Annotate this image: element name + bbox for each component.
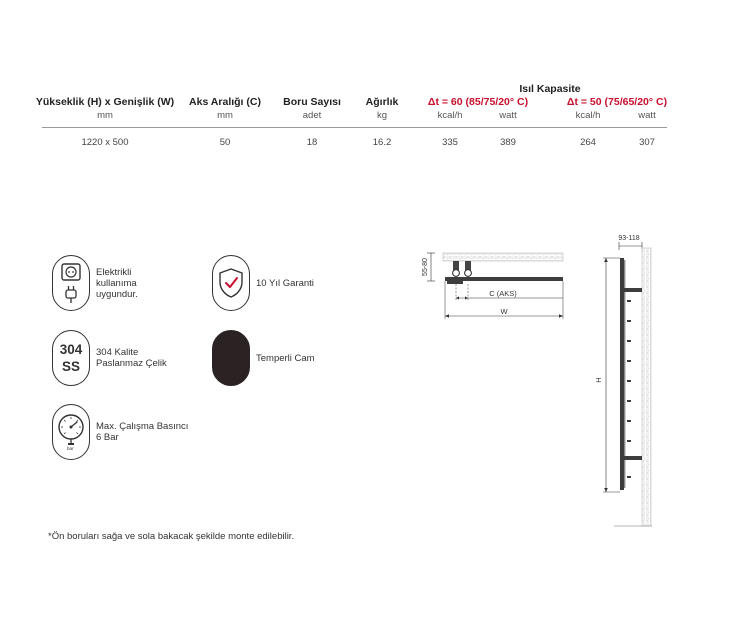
feature-electric (52, 255, 138, 311)
warranty-label: 10 Yıl Garanti (256, 277, 314, 289)
top-dim-label: 55-80 (422, 258, 429, 276)
unit-watt-50: watt (638, 110, 656, 121)
radiator-side-edge (624, 260, 625, 488)
header-delta-60: Δt = 60 (85/75/20° C) (427, 96, 529, 108)
capacity-title: Isıl Kapasite (519, 83, 581, 95)
side-view-diagram (590, 230, 660, 530)
footnote: *Ön boruları sağa ve sola bakacak şekilde monte edilebilir. (48, 531, 295, 542)
value-aks: 50 (219, 137, 231, 148)
c-aks-label: C (AKS) (489, 289, 517, 298)
wall-brackets (624, 288, 642, 460)
header-delta-50: Δt = 50 (75/65/20° C) (566, 96, 668, 108)
value-kcal-50: 264 (580, 137, 596, 148)
top-view-diagram (405, 240, 585, 330)
feature-glass (212, 330, 315, 386)
h-label: H (594, 377, 603, 383)
side-dim-label: 93-118 (618, 235, 640, 242)
glass-label: Temperli Cam (256, 352, 315, 364)
wall-strip-side (642, 248, 651, 526)
value-watt-60: 389 (500, 137, 516, 148)
feature-pressure (52, 404, 188, 460)
value-watt-50: 307 (639, 137, 655, 148)
feature-steel (52, 330, 167, 386)
gauge-unit-label: bar (67, 446, 74, 451)
electric-label: Elektrikli kullanıma uygundur. (96, 266, 138, 300)
shield-check-icon (216, 266, 246, 300)
w-label: W (500, 307, 508, 316)
table-divider (42, 127, 667, 128)
pipe-left (453, 270, 460, 277)
unit-aks: mm (217, 110, 233, 121)
header-agirlik: Ağırlık (365, 96, 399, 108)
value-agirlik: 16.2 (372, 137, 392, 148)
steel-badge-bottom: SS (61, 359, 80, 374)
value-boru: 18 (306, 137, 318, 148)
pipe-studs (627, 300, 631, 478)
unit-size: mm (97, 110, 113, 121)
header-aks: Aks Aralığı (C) (189, 96, 261, 108)
pipe-right (465, 270, 472, 277)
steel-label: 304 Kalite Paslanmaz Çelik (96, 347, 167, 369)
header-boru: Boru Sayısı (283, 96, 341, 108)
radiator-side-body (620, 258, 624, 490)
spec-table (0, 0, 745, 160)
unit-agirlik: kg (376, 110, 388, 121)
steel-badge (52, 330, 90, 386)
pressure-label: Max. Çalışma Basıncı 6 Bar (96, 421, 189, 443)
wall-strip-top (443, 253, 563, 261)
unit-kcal-60: kcal/h (437, 110, 463, 121)
unit-boru: adet (302, 110, 322, 121)
radiator-top-foot (447, 281, 463, 284)
value-size: 1220 x 500 (81, 137, 129, 148)
electric-badge (52, 255, 90, 311)
steel-badge-top: 304 (59, 342, 83, 357)
unit-watt-60: watt (499, 110, 517, 121)
glass-swatch (212, 330, 250, 386)
warranty-badge (212, 255, 250, 311)
plug-socket-icon (56, 260, 86, 306)
unit-kcal-50: kcal/h (575, 110, 601, 121)
steel-badge-text (60, 341, 83, 375)
value-kcal-60: 335 (442, 137, 458, 148)
header-size: Yükseklik (H) x Genişlik (W) (35, 96, 175, 108)
feature-warranty (212, 255, 314, 311)
radiator-top-body (445, 277, 563, 281)
pressure-badge (52, 404, 90, 460)
